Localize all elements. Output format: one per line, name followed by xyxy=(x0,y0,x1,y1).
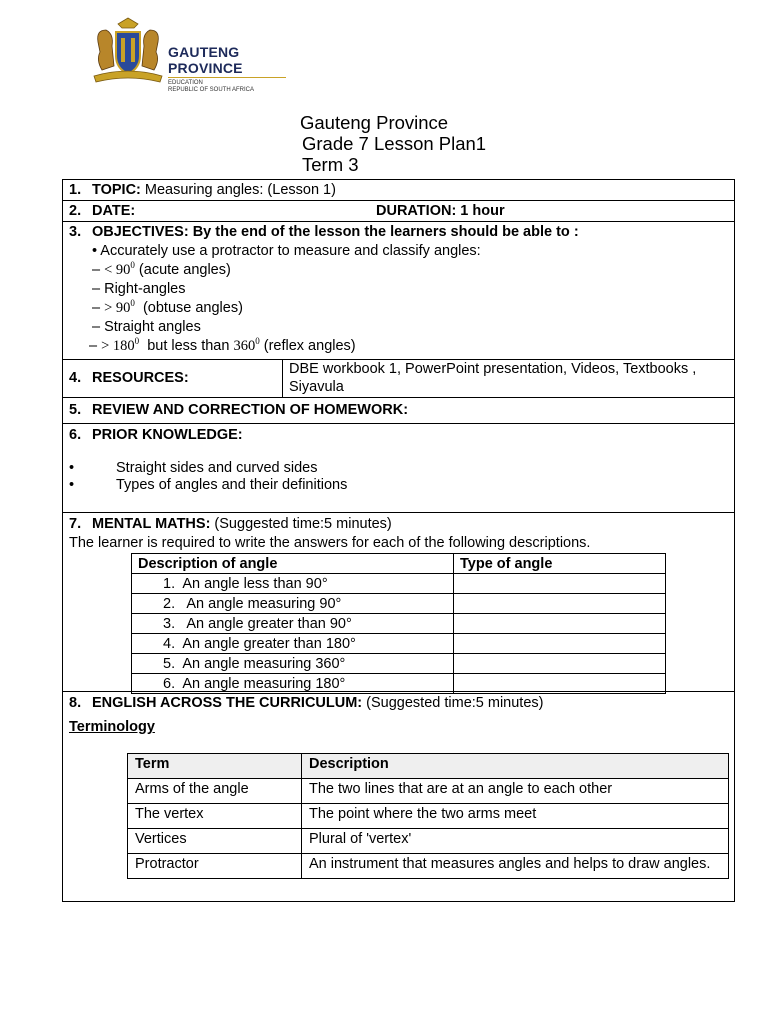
row-prior-knowledge xyxy=(63,424,734,513)
resources-value-cell xyxy=(285,360,734,396)
prior-label: PRIOR KNOWLEDGE: xyxy=(92,427,243,443)
topic-number: 1. xyxy=(69,182,82,198)
row-english xyxy=(63,692,734,901)
answer-cell[interactable] xyxy=(454,674,666,694)
objective-item: – Right-angles xyxy=(92,281,186,297)
objectives-label: OBJECTIVES: By the end of the lesson the learners should be able to : xyxy=(92,224,579,240)
document-titles xyxy=(300,112,486,175)
english-suggested-time: (Suggested time:5 minutes) xyxy=(362,695,544,711)
answer-cell[interactable] xyxy=(454,594,666,614)
english-label: ENGLISH ACROSS THE CURRICULUM: xyxy=(92,695,363,711)
table-row: 2. An angle measuring 90° xyxy=(132,594,666,614)
prior-bullet: • Types of angles and their definitions xyxy=(69,477,348,493)
gauteng-logo xyxy=(88,16,293,93)
row-resources xyxy=(63,360,734,398)
objective-item: – > $90^0$ (obtuse angles) xyxy=(92,298,243,316)
answer-cell[interactable] xyxy=(454,634,666,654)
term-col-header: Term xyxy=(128,754,302,779)
table-row: The vertex The point where the two arms meet xyxy=(128,804,729,829)
coat-of-arms-icon xyxy=(88,16,168,86)
date-number: 2. xyxy=(69,203,82,219)
answer-cell[interactable] xyxy=(454,614,666,634)
table-row: Vertices Plural of 'vertex' xyxy=(128,829,729,854)
mental-label: MENTAL MATHS: xyxy=(92,516,211,532)
logo-sub-country: REPUBLIC OF SOUTH AFRICA xyxy=(168,87,255,93)
resources-label: RESOURCES: xyxy=(92,370,189,386)
table-row: 3. An angle greater than 90° xyxy=(132,614,666,634)
answer-cell[interactable] xyxy=(454,654,666,674)
resources-value-line1: DBE workbook 1, PowerPoint presentation, Videos, Textbooks , xyxy=(289,361,697,377)
review-label: REVIEW AND CORRECTION OF HOMEWORK: xyxy=(92,402,409,418)
review-number: 5. xyxy=(69,402,82,418)
logo-sub-education: EDUCATION xyxy=(168,80,203,86)
title-lesson-plan: Grade 7 Lesson Plan1 xyxy=(302,133,487,154)
objectives-number: 3. xyxy=(69,224,82,240)
topic-label: TOPIC: xyxy=(92,182,141,198)
logo-rule xyxy=(168,77,286,78)
mental-instruction: The learner is required to write the answers for each of the following descriptions. xyxy=(69,535,591,551)
objectives-intro: • Accurately use a protractor to measure and classify angles: xyxy=(92,243,481,259)
row-objectives xyxy=(63,222,734,360)
row-mental-maths xyxy=(63,513,734,692)
objective-item: – Straight angles xyxy=(92,319,201,335)
date-label: DATE: xyxy=(92,203,136,219)
row-date xyxy=(63,201,734,222)
answer-cell[interactable] xyxy=(454,574,666,594)
table-row: 5. An angle measuring 360° xyxy=(132,654,666,674)
row-topic xyxy=(63,180,734,201)
logo-name: GAUTENG PROVINCE xyxy=(168,44,243,76)
title-province: Gauteng Province xyxy=(300,112,449,133)
table-row: Arms of the angle The two lines that are at an angle to each other xyxy=(128,779,729,804)
description-col-header: Description xyxy=(302,754,729,779)
lesson-plan-table xyxy=(62,179,735,902)
terminology-heading: Terminology xyxy=(69,719,155,735)
duration-label: DURATION: 1 hour xyxy=(376,203,505,219)
table-row: Protractor An instrument that measures angles and helps to draw angles. xyxy=(128,854,729,879)
mental-number: 7. xyxy=(69,516,82,532)
mental-suggested-time: (Suggested time:5 minutes) xyxy=(210,516,392,532)
resources-number: 4. xyxy=(69,370,82,386)
table-row: 4. An angle greater than 180° xyxy=(132,634,666,654)
prior-bullet: • Straight sides and curved sides xyxy=(69,460,318,476)
objective-item: – < $90^0$ (acute angles) xyxy=(92,260,231,278)
resources-label-cell xyxy=(63,360,283,397)
mental-maths-table xyxy=(131,553,666,694)
table-row: 1. An angle less than 90° xyxy=(132,574,666,594)
english-number: 8. xyxy=(69,695,82,711)
mental-col-description: Description of angle xyxy=(132,554,454,574)
terminology-table xyxy=(127,753,729,879)
table-row: 6. An angle measuring 180° xyxy=(132,674,666,694)
row-review xyxy=(63,398,734,424)
prior-number: 6. xyxy=(69,427,82,443)
topic-value: Measuring angles: (Lesson 1) xyxy=(144,182,336,198)
mental-col-type: Type of angle xyxy=(454,554,666,574)
objective-item: – > $180^0$ but less than $360^0$ (reflex angles) xyxy=(89,336,356,354)
title-term: Term 3 xyxy=(302,154,359,175)
resources-value-line2: Siyavula xyxy=(289,379,344,395)
